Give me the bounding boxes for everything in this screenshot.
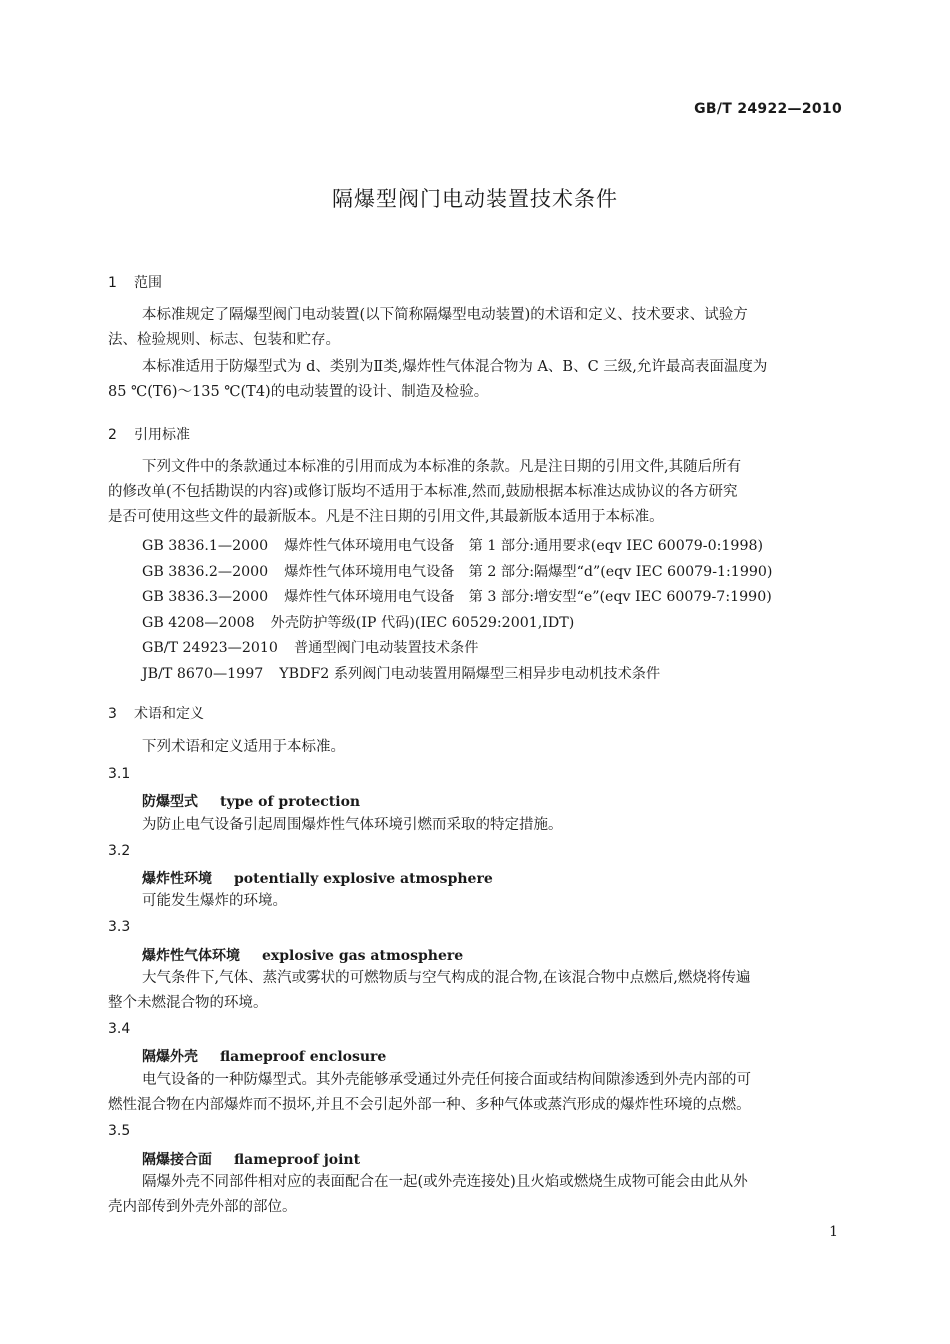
section-heading-scope [108,272,162,292]
term-entry [142,945,463,965]
term-en: type of protection [220,794,361,810]
reference-title: 普通型阀门电动装置技术条件 [293,640,479,656]
reference-code: GB 3836.3—2000 [142,589,269,605]
reference-code: JB/T 8670—1997 [142,666,264,682]
section-heading-normative-references [108,424,190,444]
text-line: 本标准规定了隔爆型阀门电动装置(以下简称隔爆型电动装置)的术语和定义、技术要求、试验方 [142,307,748,323]
text-line: 本标准适用于防爆型式为 d、类别为Ⅱ类,爆炸性气体混合物为 A、B、C 三级,允许最高表面温度为 [142,359,768,375]
reference-code: GB 3836.2—2000 [142,564,269,580]
text-line: 大气条件下,气体、蒸汽或雾状的可燃物质与空气构成的混合物,在该混合物中点燃后,燃烧将传遍 [142,970,751,986]
text-line: 是否可使用这些文件的最新版本。凡是不注日期的引用文件,其最新版本适用于本标准。 [108,509,664,525]
section-number: 2 [108,427,117,443]
section-title: 范围 [134,275,162,291]
reference-title: 爆炸性气体环境用电气设备 第 3 部分:增安型“e”(eqv IEC 60079-7:1990) [284,589,772,605]
term-en: potentially explosive atmosphere [234,871,493,887]
term-en: flameproof enclosure [220,1049,387,1065]
text-line: 法、检验规则、标志、包装和贮存。 [108,332,340,348]
term-zh: 防爆型式 [142,794,198,810]
section-heading-terms-definitions [108,703,204,723]
section-title: 术语和定义 [134,706,204,722]
text-line: 下列术语和定义适用于本标准。 [142,739,345,755]
text-line: 电气设备的一种防爆型式。其外壳能够承受通过外壳任何接合面或结构间隙渗透到外壳内部的可 [142,1072,751,1088]
term-entry [142,791,360,811]
text-line: 的修改单(不包括勘误的内容)或修订版均不适用于本标准,然而,鼓励根据本标准达成协议的各方研究 [108,484,738,500]
reference-code: GB/T 24923—2010 [142,640,278,656]
term-entry [142,868,493,888]
text-line: 壳内部传到外壳外部的部位。 [108,1199,297,1215]
reference-title: 爆炸性气体环境用电气设备 第 1 部分:通用要求(eqv IEC 60079-0:1998) [284,538,764,554]
standard-code: GB/T 24922—2010 [694,101,842,117]
reference-title: YBDF2 系列阀门电动装置用隔爆型三相异步电动机技术条件 [279,666,661,682]
term-number: 3.1 [108,766,131,782]
reference-item [142,612,574,632]
text-line: 85 ℃(T6)～135 ℃(T4)的电动装置的设计、制造及检验。 [108,384,489,400]
term-definition [108,813,843,838]
term-zh: 爆炸性环境 [142,871,212,887]
section-number: 1 [108,275,117,291]
reference-title: 爆炸性气体环境用电气设备 第 2 部分:隔爆型“d”(eqv IEC 60079-1:1990) [284,564,773,580]
term-definition [108,966,843,1016]
paragraph-references-intro [108,455,843,530]
reference-code: GB 4208—2008 [142,615,255,631]
reference-title: 外壳防护等级(IP 代码)(IEC 60529:2001,IDT) [270,615,575,631]
document-title: 隔爆型阀门电动装置技术条件 [332,187,618,211]
text-line: 隔爆外壳不同部件相对应的表面配合在一起(或外壳连接处)且火焰或燃烧生成物可能会由此从外 [142,1174,748,1190]
term-definition [108,1068,843,1118]
text-line: 可能发生爆炸的环境。 [142,893,287,909]
term-number: 3.5 [108,1123,131,1139]
term-number: 3.3 [108,919,131,935]
reference-item [142,561,772,581]
term-zh: 爆炸性气体环境 [142,948,240,964]
reference-item [142,586,772,606]
text-line: 整个未燃混合物的环境。 [108,995,268,1011]
term-number: 3.2 [108,843,131,859]
section-title: 引用标准 [134,427,190,443]
term-en: explosive gas atmosphere [262,948,464,964]
page-number: 1 [829,1224,838,1240]
term-definition [108,1170,843,1220]
text-line: 为防止电气设备引起周围爆炸性气体环境引燃而采取的特定措施。 [142,817,563,833]
term-entry [142,1149,360,1169]
text-line: 燃性混合物在内部爆炸而不损坏,并且不会引起外部一种、多种气体或蒸汽形成的爆炸性环境的点燃。 [108,1097,751,1113]
paragraph-scope-1 [108,303,843,353]
paragraph-scope-2 [108,355,843,405]
text-line: 下列文件中的条款通过本标准的引用而成为本标准的条款。凡是注日期的引用文件,其随后所有 [142,459,742,475]
paragraph-terms-intro [108,735,843,760]
section-number: 3 [108,706,117,722]
term-definition [108,889,843,914]
reference-item [142,535,763,555]
reference-item [142,637,478,657]
term-entry [142,1046,386,1066]
term-en: flameproof joint [234,1152,361,1168]
reference-code: GB 3836.1—2000 [142,538,269,554]
reference-item [142,663,660,683]
term-zh: 隔爆接合面 [142,1152,212,1168]
term-number: 3.4 [108,1021,131,1037]
term-zh: 隔爆外壳 [142,1049,198,1065]
